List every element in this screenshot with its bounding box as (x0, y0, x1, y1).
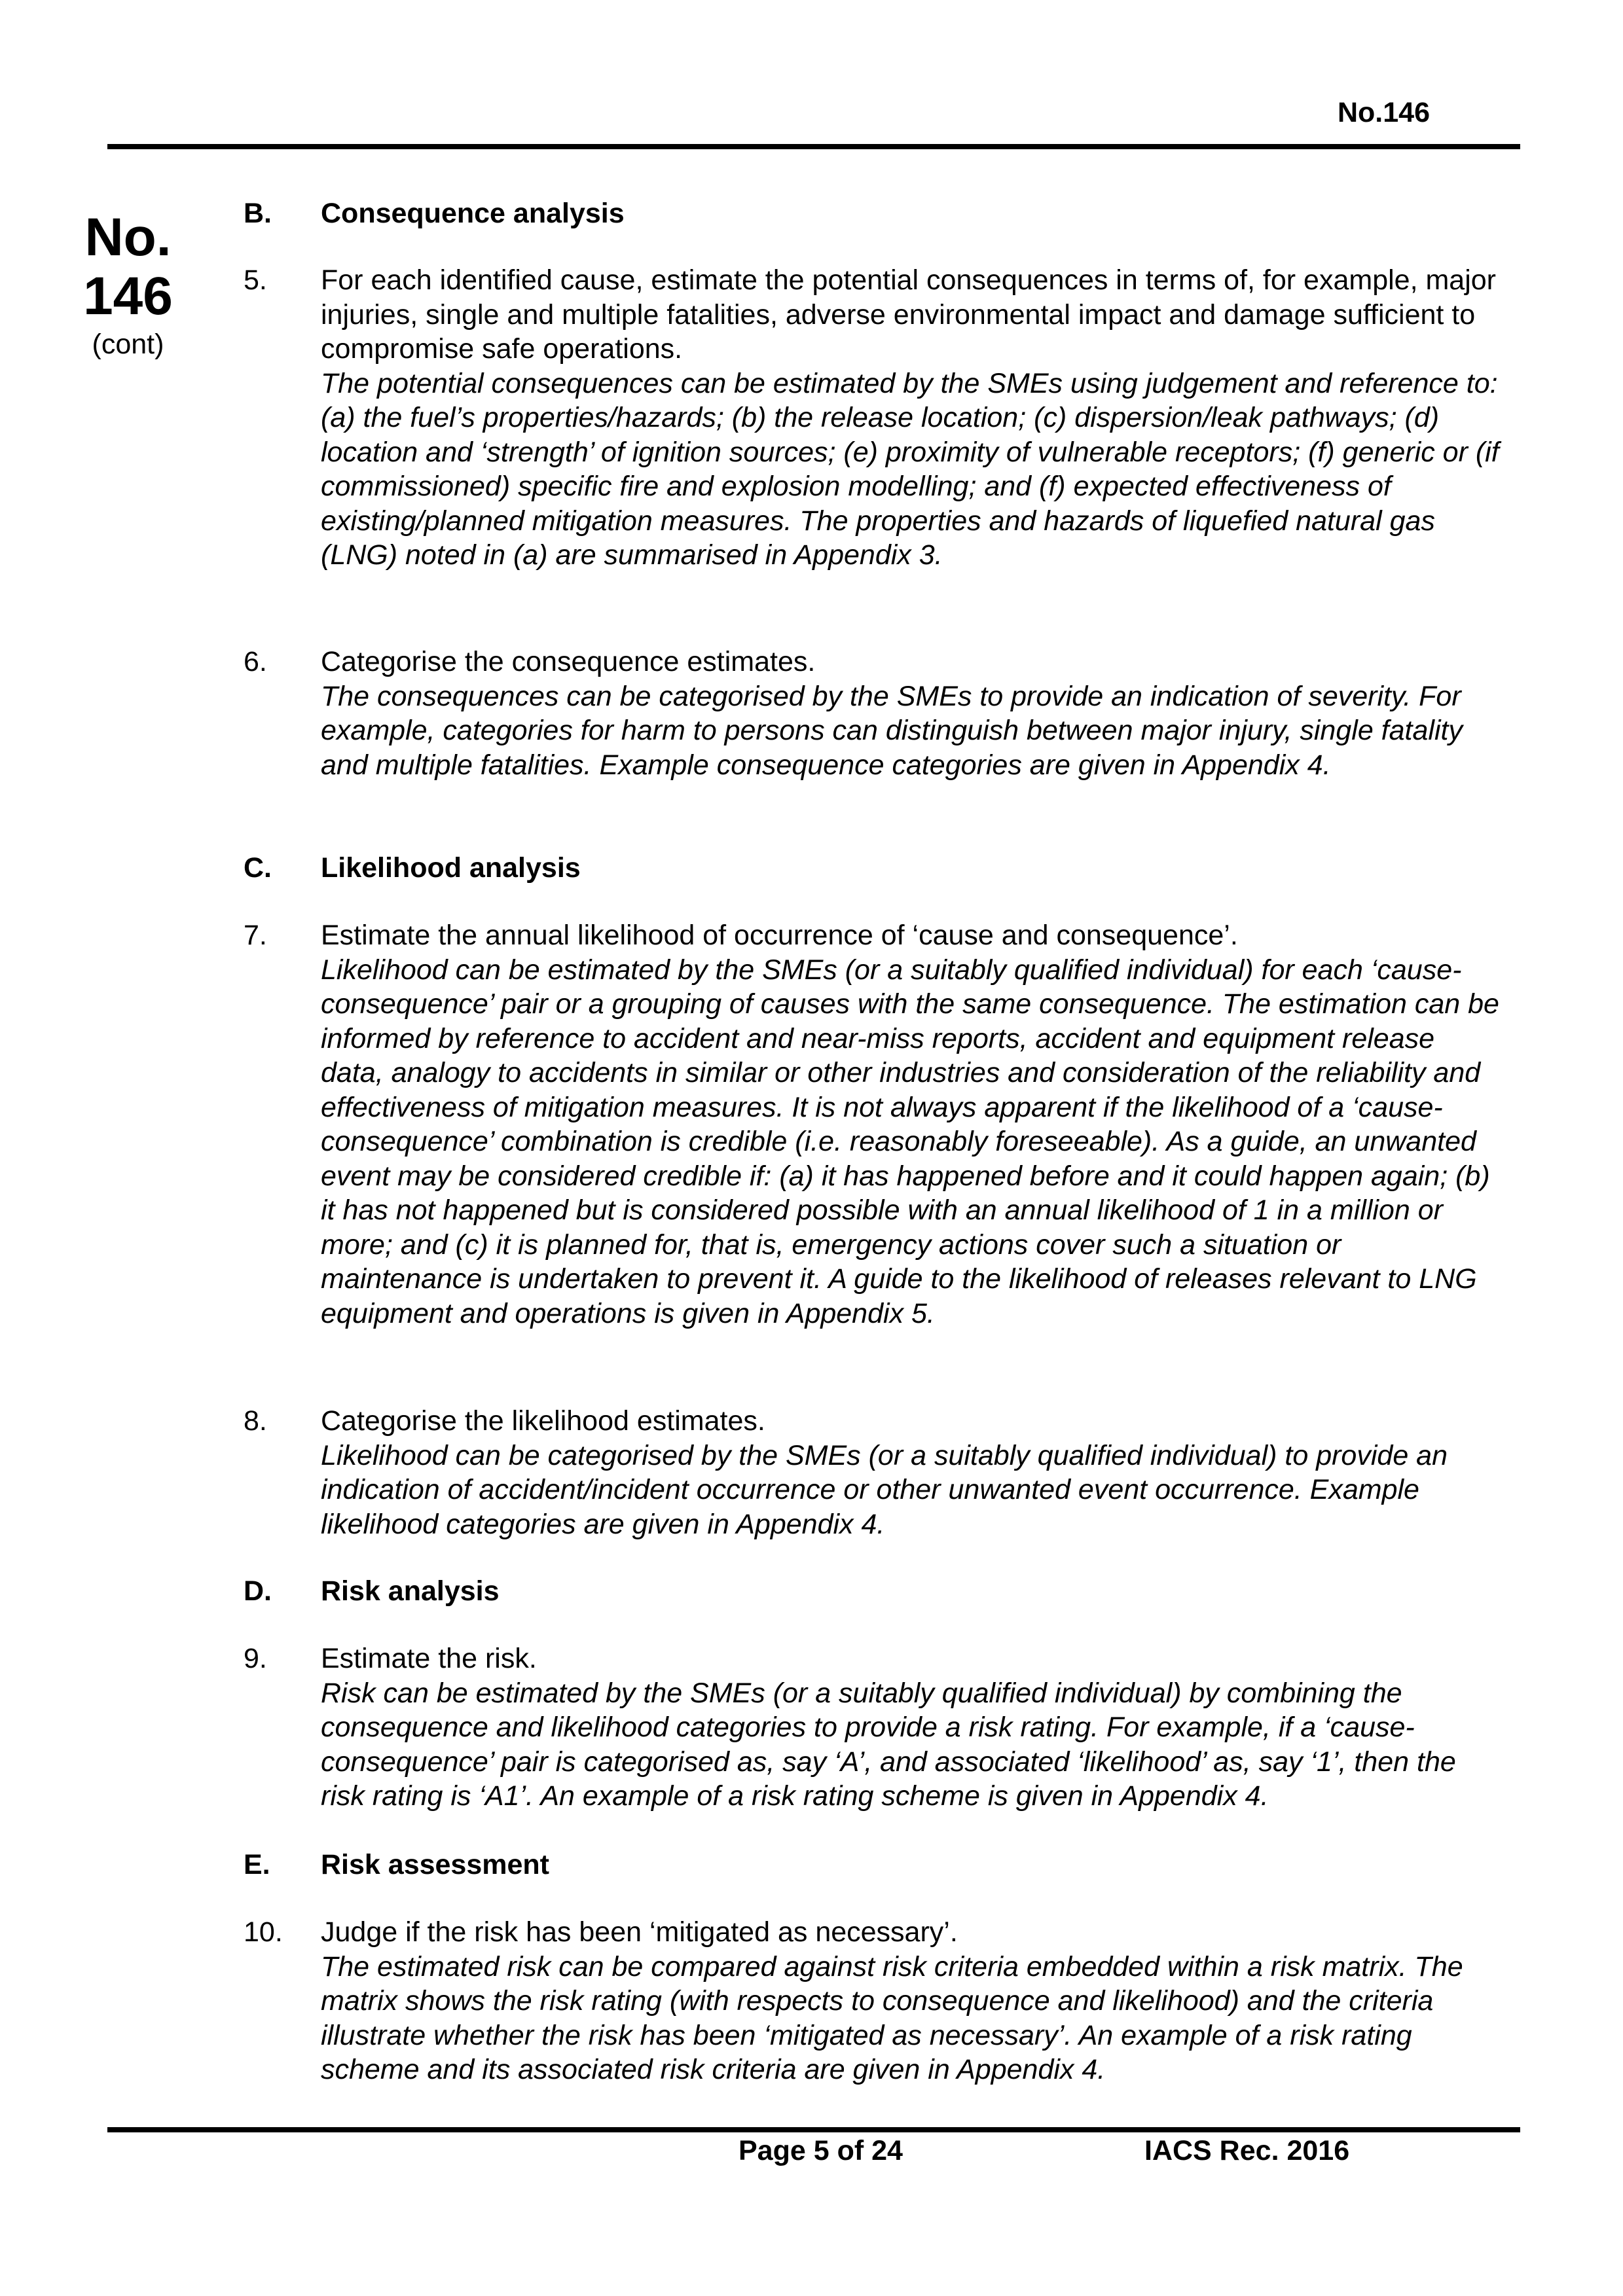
section-letter: B. (244, 198, 272, 229)
item-guidance-note: Risk can be estimated by the SMEs (or a suitably qualified individual) by combining the consequence and likelihood categories to provide a risk rating. For example, if a ‘cause-consequence’ pair is categorised as, say ‘A’, and associated ‘likelihood’ as, say ‘1’, then the risk rating is ‘A1’. An example of a risk rating scheme is given in Appendix 4. (321, 1677, 1456, 1812)
item-number: 5. (244, 264, 267, 296)
section-title: Risk analysis (321, 1575, 500, 1607)
item-text: Categorise the consequence estimates. (321, 646, 816, 677)
item-body (321, 1641, 1499, 1814)
item-number: 7. (244, 920, 267, 951)
section-title: Risk assessment (321, 1849, 549, 1880)
footer-rule (107, 2127, 1520, 2132)
section-title: Likelihood analysis (321, 852, 581, 884)
item-guidance-note: The estimated risk can be compared against risk criteria embedded within a risk matrix. The matrix shows the risk rating (with respects to consequence and likelihood) and the criteria illustrate whether the risk has been ‘mitigated as necessary’. An example of a risk rating scheme and its associated risk criteria are given in Appendix 4. (321, 1950, 1463, 2085)
side-label-number: 146 (83, 266, 173, 326)
item-body (321, 1404, 1499, 1541)
item-body (321, 645, 1499, 782)
section-letter: D. (244, 1575, 272, 1607)
item-number: 8. (244, 1405, 267, 1437)
item-guidance-note: Likelihood can be estimated by the SMEs (or a suitably qualified individual) for each ‘cause-consequence’ pair or a grouping of causes with the same consequence. The estimation can be informed by reference to accident and near-miss reports, accident and equipment release data, analogy to accidents in similar or other industries and consideration of the reliability and effectiveness of mitigation measures. It is not always apparent if the likelihood of a ‘cause-consequence’ combination is credible (i.e. reasonably foreseeable). As a guide, an unwanted event may be considered credible if: (a) it has happened before and it could happen again; (b) it has not happened but is considered possible with an annual likelihood of 1 in a million or more; and (c) it is planned for, that is, emergency actions cover such a situation or maintenance is undertaken to prevent it. A guide to the likelihood of releases relevant to LNG equipment and operations is given in Appendix 5. (321, 954, 1499, 1329)
item-number: 6. (244, 646, 267, 677)
side-label-cont: (cont) (92, 329, 164, 360)
item-guidance-note: Likelihood can be categorised by the SMEs (or a suitably qualified individual) to provide an indication of accident/incident occurrence or other unwanted event occurrence. Example likelihood categories are given in Appendix 4. (321, 1439, 1448, 1540)
item-text: Categorise the likelihood estimates. (321, 1405, 765, 1437)
item-guidance-note: The potential consequences can be estimated by the SMEs using judgement and reference to: (a) the fuel’s properties/hazards; (b) the release location; (c) dispersion/leak pathways; (d) location and ‘strength’ of ignition sources; (e) proximity of vulnerable receptors; (f) generic or (if commissioned) specific fire and explosion modelling; and (f) expected effectiveness of existing/planned mitigation measures. The properties and hazards of liquefied natural gas (LNG) noted in (a) are summarised in Appendix 3. (321, 367, 1499, 571)
section-title: Consequence analysis (321, 198, 625, 229)
page-number: Page 5 of 24 (739, 2135, 903, 2166)
item-text: Estimate the risk. (321, 1643, 537, 1674)
item-body (321, 918, 1499, 1331)
item-text: Judge if the risk has been ‘mitigated as necessary’. (321, 1916, 958, 1948)
item-body (321, 263, 1499, 573)
item-text: For each identified cause, estimate the potential consequences in terms of, for example, major injuries, single and multiple fatalities, adverse environmental impact and damage sufficient to compromise safe operations. (321, 264, 1496, 365)
side-label-no: No. (84, 207, 172, 267)
section-letter: C. (244, 852, 272, 884)
item-guidance-note: The consequences can be categorised by the SMEs to provide an indication of severity. For example, categories for harm to persons can distinguish between major injury, single fatality and multiple fatalities. Example consequence categories are given in Appendix 4. (321, 680, 1463, 781)
item-text: Estimate the annual likelihood of occurrence of ‘cause and consequence’. (321, 920, 1238, 951)
item-body (321, 1915, 1499, 2087)
document-number: No.146 (1337, 97, 1430, 128)
item-number: 10. (244, 1916, 283, 1948)
section-letter: E. (244, 1849, 270, 1880)
footer-reference: IACS Rec. 2016 (1144, 2135, 1350, 2166)
item-number: 9. (244, 1643, 267, 1674)
